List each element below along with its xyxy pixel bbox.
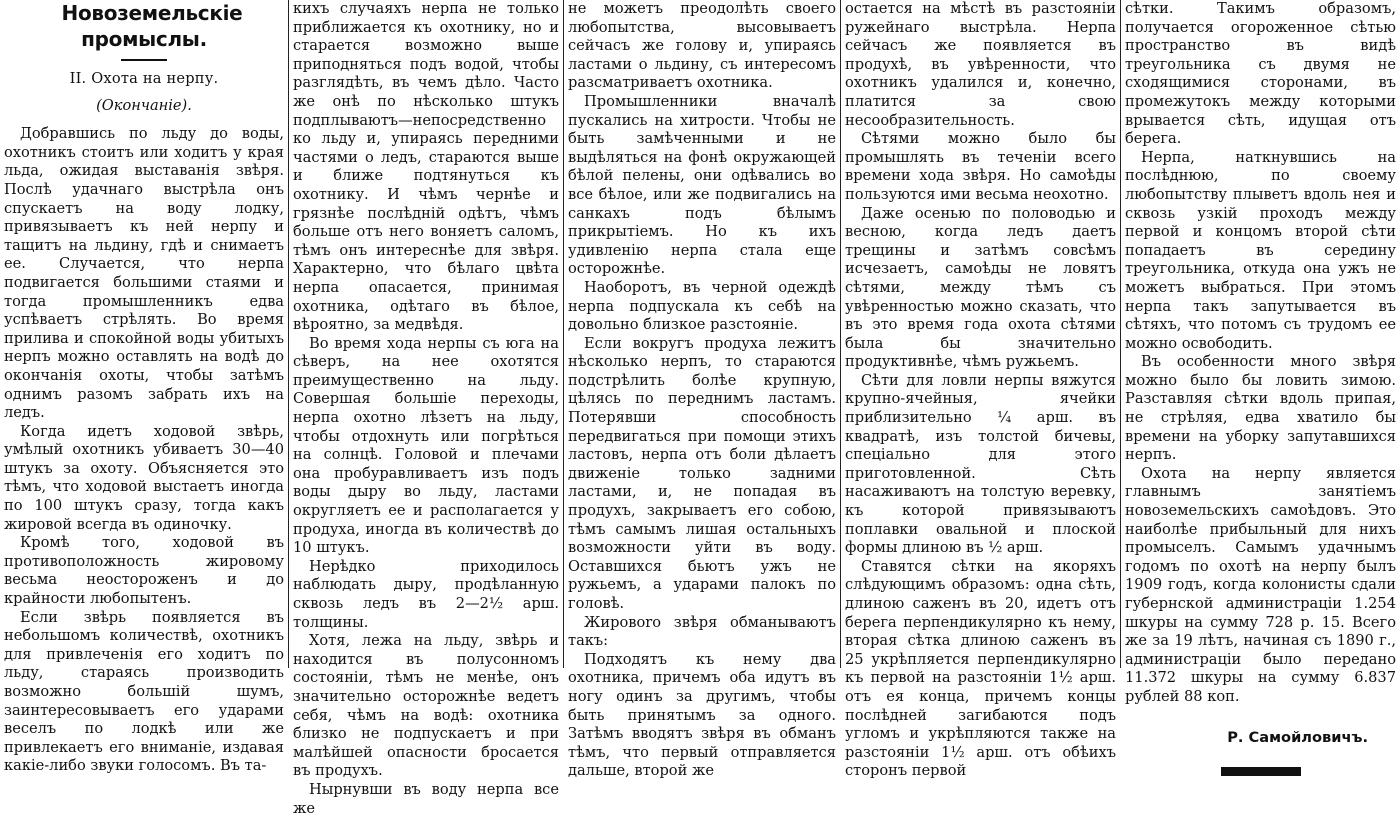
paragraph: Нерѣдко приходилось наблюдать дыру, продѣланную сквозь ледъ въ 2—2½ арш. толщины. bbox=[293, 557, 559, 631]
paragraph: Добравшись по льду до воды, охотникъ стоитъ или ходитъ у края льда, ожидая выставанiя звѣря. Послѣ удачнаго выстрѣла онъ спускаетъ на воду лодку, привязываетъ къ ней нерпу и тащитъ на льдину, гдѣ и снимаетъ ее. Случается, что нерпа подвигается большими стаями и тогда промышленникъ едва успѣваетъ стрѣлять. Во время прилива и спокойной воды убитыхъ нерпъ можно оставлять на водѣ до окончанiя охоты, чтобы затѣмъ однимъ разомъ забрать ихъ на ледъ. bbox=[4, 125, 284, 422]
column-1 bbox=[0, 0, 289, 775]
paragraph: Промышленники вначалѣ пускались на хитрости. Чтобы не быть замѣченными и не выдѣляться на фонѣ окружающей бѣлой пелены, они одѣвались во все бѣлое, или же подвигались на санкахъ подъ бѣлымъ прикрытiемъ. Но къ ихъ удивленiю нерпа стала еще осторожнѣе. bbox=[568, 92, 836, 278]
paragraph: Когда идетъ ходовой звѣрь, умѣлый охотникъ убиваетъ 30—40 штукъ за охоту. Объясняется это тѣмъ, что ходовой выстаетъ иногда по 100 штукъ сразу, тогда какъ жировой всегда въ одиночку. bbox=[4, 422, 284, 533]
paragraph: Во время хода нерпы съ юга на сѣверъ, на нее охотятся преимущественно на льду. Совершая большiе переходы, нерпа охотно лѣзетъ на льду, чтобы отдохнуть или погрѣться на солнцѣ. Головой и плечами она пробуравливаетъ изъ подъ воды дыру во льду, ластами округляетъ ее и располагается у продуха, иногда въ количествѣ до 10 штукъ. bbox=[293, 334, 559, 557]
paragraph: Охота на нерпу является главнымъ занятiемъ новоземельскихъ самоѣдовъ. Это наиболѣе прибыльный для нихъ промыселъ. Самымъ удачнымъ годомъ по охотѣ на нерпу былъ 1909 годъ, когда колонисты сдали губернской администрацiи 1.254 шкуры на сумму 728 р. 15. Всего же за 19 лѣтъ, начиная съ 1890 г., администрацiи было передано 11.372 шкуры на сумму 6.837 рублей 88 коп. bbox=[1125, 464, 1396, 705]
paragraph: Сѣти для ловли нерпы вяжутся крупно-ячейныя, ячейки приблизительно ¼ арш. въ квадратѣ, изъ толстой бичевы, спецiально для этого приготовленной. Сѣть насаживаютъ на толстую веревку, къ которой привязываютъ поплавки овальной и плоской формы длиною въ ½ арш. bbox=[845, 371, 1116, 557]
paragraph: Кромѣ того, ходовой въ противоположность жировому весьма неостороженъ и до крайности любопытенъ. bbox=[4, 534, 284, 608]
paragraph: Наоборотъ, въ черной одеждѣ нерпа подпускала къ себѣ на довольно близкое разстоянiе. bbox=[568, 278, 836, 334]
paragraph: Сѣтями можно было бы промышлять въ теченiи всего времени хода звѣря. Но самоѣды пользуются ими весьма неохотно. bbox=[845, 130, 1116, 203]
paragraph: остается на мѣстѣ въ разстоянiи ружейнаго выстрѣла. Нерпа сейчасъ же появляется въ продухѣ, въ увѣренности, что охотникъ удалился и, конечно, платится за свою несообразительность. bbox=[845, 0, 1116, 129]
paragraph: Въ особенности много звѣря можно было бы ловить зимою. Разставляя сѣтки вдоль припая, не стрѣляя, едва хватило бы времени на уборку запутавшихся нерпъ. bbox=[1125, 353, 1396, 464]
paragraph: Если вокругъ продуха лежитъ нѣсколько нерпъ, то стараются подстрѣлить болѣе крупную, цѣлясь по переднимъ ластамъ. Потерявши способность передвигаться при помощи этихъ ластовъ, нерпа отъ боли дѣлаетъ движенiе только задними ластами, и, не попадая въ продухъ, закрываетъ его собою, тѣмъ самымъ лишая остальныхъ возможности уйти въ воду. Оставшихся бьютъ ужъ не ружьемъ, а ударами палокъ по головѣ. bbox=[568, 334, 836, 612]
paragraph: кихъ случаяхъ нерпа не только приближается къ охотнику, но и старается возможно выше приподняться подъ водой, чтобы разглядѣть, въ чемъ дѣло. Часто же онѣ по нѣсколько штукъ подплываютъ—непосредственно ко льду и, упираясь передними частями о ледъ, стараются выше и ближе подтянуться къ охотнику. И чѣмъ чернѣе и грязнѣе послѣднiй одѣтъ, чѣмъ больше отъ него воняетъ саломъ, тѣмъ онъ интереснѣе для звѣря. Характерно, что бѣлаго цвѣта нерпа опасается, принимая охотника, одѣтаго въ бѣлое, вѣроятно, за медвѣдя. bbox=[293, 0, 559, 334]
title-divider bbox=[121, 59, 167, 61]
paragraph: Хотя, лежа на льду, звѣрь и находится въ полусонномъ состоянiи, тѣмъ не менѣе, онъ значительно осторожнѣе ведетъ себя, чѣмъ на водѣ: охотника близко не подпускаетъ и при малѣйшей опасности бросается въ продухъ. bbox=[293, 632, 559, 780]
article-title: Новоземельскiе промыслы. bbox=[61, 1, 243, 51]
column-5 bbox=[1121, 0, 1400, 746]
section-heading: II. Охота на нерпу. bbox=[69, 70, 219, 87]
paragraph: Даже осенью по половодью и весною, когда ледъ даетъ трещины и затѣмъ совсѣмъ исчезаетъ, самоѣды не ловятъ сѣтями, между тѣмъ съ увѣренностью можно сказать, что въ это время года охота сѣтями была бы значительно продуктивнѣе, чѣмъ ружьемъ. bbox=[845, 204, 1116, 371]
paragraph: не можетъ преодолѣть своего любопытства, высовываетъ сейчасъ же голову и, упираясь ластами о льдину, съ интересомъ разсматриваетъ охотника. bbox=[568, 0, 836, 92]
section-note: (Окончанiе). bbox=[96, 96, 192, 114]
paragraph: Нерпа, наткнувшись на послѣднюю, по своему любопытству плыветъ вдоль нея и сквозь узкiй проходъ между первой и концомъ второй сѣти попадаетъ въ середину треугольника, откуда она ужъ не можетъ выбраться. При этомъ нерпа такъ запутывается въ сѣтяхъ, что потомъ съ трудомъ ее можно освободить. bbox=[1125, 148, 1396, 352]
paragraph: Жировоrо звѣря обманываютъ такъ: bbox=[568, 613, 836, 650]
end-of-article-bar bbox=[1221, 767, 1301, 776]
column-3 bbox=[564, 0, 841, 780]
paragraph: Нырнувши въ воду нерпа все же bbox=[293, 780, 559, 817]
paragraph: Если звѣрь появляется въ небольшомъ количествѣ, охотникъ для привлеченiя его ходитъ по льду, стараясь производить возможно большiй шумъ, заинтересовываетъ его ударами веселъ по лодкѣ или же привлекаетъ его вниманiе, издавая какiе-либо звуки голосомъ. Въ та- bbox=[4, 608, 284, 775]
paragraph: Ставятся сѣтки на якоряхъ слѣдующимъ образомъ: одна сѣть, длиною саженъ въ 20, идетъ отъ берега перпендикулярно къ нему, вторая сѣтка длиною саженъ въ 25 укрѣпляется перпендикулярно къ первой на разстоянiи 1½ арш. отъ ея конца, причемъ концы послѣдней загибаются подъ угломъ и укрѣпляются также на разстоянiи 1½ арш. отъ обѣихъ сторонъ первой bbox=[845, 557, 1116, 780]
column-2 bbox=[289, 0, 564, 817]
column-4 bbox=[841, 0, 1121, 780]
author-signature: Р. Самойловичъ. bbox=[1227, 728, 1368, 746]
paragraph: сѣтки. Такимъ образомъ, получается огороженное сѣтью пространство въ видѣ треугольника съ двумя не сходящимися сторонами, въ промежутокъ между которыми врывается сѣть, идущая отъ берега. bbox=[1125, 0, 1396, 148]
paragraph: Подходятъ къ нему два охотника, причемъ оба идутъ въ ногу одинъ за другимъ, чтобы быть принятымъ за одного. Затѣмъ вводятъ звѣря въ обманъ тѣмъ, что первый отправляется дальше, второй же bbox=[568, 650, 836, 780]
